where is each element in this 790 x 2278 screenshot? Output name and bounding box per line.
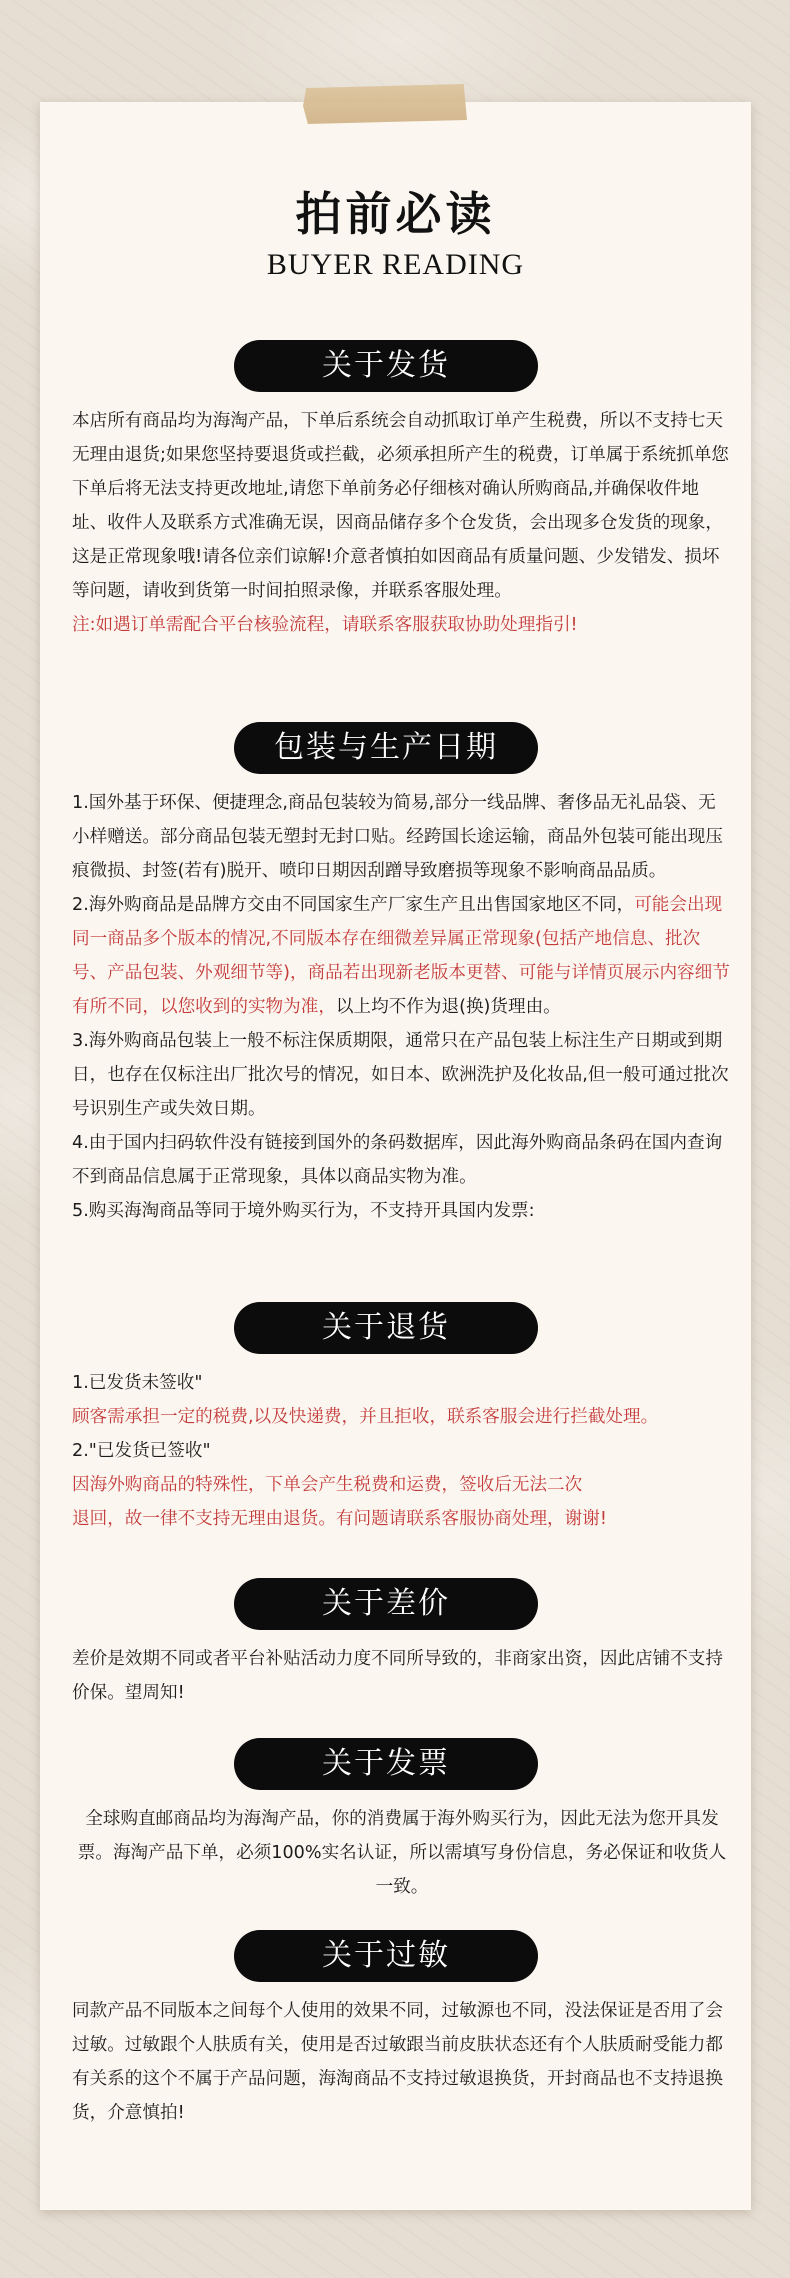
shipping-text: 本店所有商品均为海淘产品，下单后系统会自动抓取订单产生税费，所以不支持七天无理由退货;如果您坚持要退货或拦截，必须承担所产生的税费，订单属于系统抓单您下单后将无法支持更改地址,请您下单前务必仔细核对确认所购商品,并确保收件地址、收件人及联系方式准确无误，因商品储存多个仓发货，会出现多仓发货的现象，这是正常现象哦!请各位亲们谅解!介意者慎拍如因商品有质量问题、少发错发、损坏等问题，请收到货第一时间拍照录像，并联系客服处理。 xyxy=(72,411,729,601)
packaging-paragraph-5: 5.购买海淘商品等同于境外购买行为，不支持开具国内发票: xyxy=(72,1201,535,1221)
packaging-section xyxy=(72,786,732,1228)
returns-section xyxy=(72,1366,732,1536)
invoice-section xyxy=(72,1802,732,1904)
packaging-paragraph-3: 3.海外购商品包装上一般不标注保质期限，通常只在产品包装上标注生产日期或到期日，也存在仅标注出厂批次号的情况，如日本、欧洲洗护及化妆品,但一般可通过批次号识别生产或失效日期。 xyxy=(72,1031,729,1119)
price-diff-text: 差价是效期不同或者平台补贴活动力度不同所导致的，非商家出资，因此店铺不支持价保。望周知! xyxy=(72,1649,723,1703)
returns-item-1-title: 1.已发货未签收" xyxy=(72,1373,203,1393)
allergy-text: 同款产品不同版本之间每个人使用的效果不同，过敏源也不同，没法保证是否用了会过敏。过敏跟个人肤质有关，使用是否过敏跟当前皮肤状态还有个人肤质耐受能力都有关系的这个不属于产品问题，海淘商品不支持过敏退换货，开封商品也不支持退换货，介意慎拍! xyxy=(72,2001,723,2123)
returns-item-1-text: 顾客需承担一定的税费,以及快递费，并且拒收，联系客服会进行拦截处理。 xyxy=(72,1407,659,1427)
packaging-paragraph-4: 4.由于国内扫码软件没有链接到国外的条码数据库，因此海外购商品条码在国内查询不到商品信息属于正常现象，具体以商品实物为准。 xyxy=(72,1133,723,1187)
packaging-p2-intro: 2.海外购商品是品牌方交由不同国家生产厂家生产且出售国家地区不同， xyxy=(72,895,635,915)
packaging-paragraph-1: 1.国外基于环保、便捷理念,商品包装较为简易,部分一线品牌、奢侈品无礼品袋、无小样赠送。部分商品包装无塑封无封口贴。经跨国长途运输，商品外包装可能出现压痕微损、封签(若有)脱开、喷印日期因刮蹭导致磨损等现象不影响商品品质。 xyxy=(72,793,723,881)
section-heading-shipping: 关于发货 xyxy=(234,340,538,392)
returns-item-2-title: 2."已发货已签收" xyxy=(72,1441,211,1461)
section-heading-price-diff: 关于差价 xyxy=(234,1578,538,1630)
shipping-section xyxy=(72,404,732,642)
tape-strip xyxy=(303,84,467,124)
invoice-text: 全球购直邮商品均为海淘产品，你的消费属于海外购买行为，因此无法为您开具发票。海淘产品下单，必须100%实名认证，所以需填写身份信息，务必保证和收货人一致。 xyxy=(77,1809,727,1897)
packaging-p2-tail: 以上均不作为退(换)货理由。 xyxy=(335,997,561,1017)
packaging-p2-highlight: 可能会出现同一商品多个版本的情况,不同版本存在细微差异属正常现象(包括产地信息、批次号、产品包装、外观细节等)，商品若出现新老版本更替、可能与详情页展示内容细节有所不同，以您收到的实物为准， xyxy=(72,895,730,1017)
page-title: 拍前必读 xyxy=(295,187,496,241)
section-heading-invoice: 关于发票 xyxy=(234,1738,538,1790)
returns-item-2-line-1: 因海外购商品的特殊性，下单会产生税费和运费，签收后无法二次 xyxy=(72,1475,583,1495)
allergy-section xyxy=(72,1994,732,2130)
section-heading-allergy: 关于过敏 xyxy=(234,1930,538,1982)
page-subtitle: BUYER READING xyxy=(266,248,525,281)
shipping-note: 注:如遇订单需配合平台核验流程，请联系客服获取协助处理指引! xyxy=(72,615,578,635)
section-heading-returns: 关于退货 xyxy=(234,1302,538,1354)
returns-item-2-line-2: 退回，故一律不支持无理由退货。有问题请联系客服协商处理，谢谢! xyxy=(72,1509,607,1529)
section-heading-packaging: 包装与生产日期 xyxy=(234,722,538,774)
packaging-paragraph-2 xyxy=(72,888,732,1024)
price-diff-section xyxy=(72,1642,732,1710)
